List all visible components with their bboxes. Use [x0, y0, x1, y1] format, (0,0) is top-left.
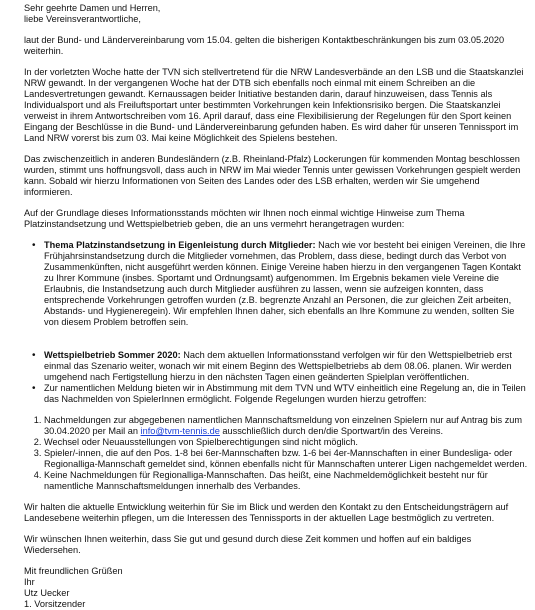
paragraph-wishes: Wir wünschen Ihnen weiterhin, dass Sie gut und gesund durch diese Zeit kommen und hoffen auf ein baldiges Wiedersehen.: [24, 534, 472, 555]
regulation-item: [44, 415, 529, 437]
closing-line: Mit freundlichen Grüßen: [24, 566, 123, 576]
regulation-item: 2. Wechsel oder Neuausstellungen von Spielberechtigungen sind nicht möglich.: [44, 437, 529, 448]
regulation-text: Nachmeldungen zur abgegebenen namentlichen Mannschaftsmeldung von einzelnen Spielern nur auf Antrag bis zum 30.04.2020 per Mail an: [44, 415, 523, 436]
salutation-line: liebe Vereinsverantwortliche,: [24, 14, 141, 24]
bullet-title: Thema Platzinstandsetzung in Eigenleistung durch Mitglieder:: [44, 240, 316, 250]
notes-list-court-maintenance: [24, 240, 529, 328]
paragraph-contact-restrictions: laut der Bund- und Ländervereinbarung vom 15.04. gelten die bisherigen Kontaktbeschränkungen bis zum 03.05.2020 weiterhin.: [24, 35, 505, 56]
regulation-text: ausschließlich durch den/die Sportwart/in des Vereins.: [219, 426, 444, 436]
paragraph-intro-notes: Auf der Grundlage dieses Informationsstands möchten wir Ihnen noch einmal wichtige Hinweise zum Thema Platzinstandsetzung und Wettspielbetrieb geben, die an uns vermehrt herangetragen wurden:: [24, 208, 465, 229]
list-item: [44, 240, 529, 328]
paragraph-outlook: Wir halten die aktuelle Entwicklung weiterhin für Sie im Blick und werden den Kontakt zu den Entscheidungsträgern auf Landesebene weiterhin pflegen, um die Interessen des Tennissports in der aktuellen Lage bestmöglich zu vertreten.: [24, 502, 509, 523]
regulation-item: 3. Spieler/-innen, die auf den Pos. 1-8 bei 6er-Mannschaften bzw. 1-6 bei 4er-Mannschaften in einer Bundesliga- oder Regionalliga-Mannschaft gemeldet sind, können ebenfalls nicht für Mannschaften unterer Ligen nachgemeldet werden.: [44, 448, 529, 470]
salutation-line: Sehr geehrte Damen und Herren,: [24, 3, 161, 13]
signer-role: 1. Vorsitzender: [24, 599, 86, 609]
regulations-list: [24, 415, 529, 492]
email-link[interactable]: info@tvm-tennis.de: [140, 426, 220, 436]
paragraph-other-states: Das zwischenzeitlich in anderen Bundesländern (z.B. Rheinland-Pfalz) Lockerungen für kommenden Montag beschlossen wurden, stimmt uns hoffnungsvoll, dass auch in NRW im Mai wieder Tennis unter gewissen Vorkehrungen gespielt werden kann. Sobald wir hierzu Informationen von Seiten des Landes oder des LSB erhalten, werden wir Sie umgehend informieren.: [24, 154, 521, 197]
signature-block: [24, 566, 529, 610]
regulation-item: 4. Keine Nachmeldungen für Regionalliga-Mannschaften. Das heißt, eine Nachmeldemöglichkeit besteht nur für namentliche Mannschaftsmeldungen innerhalb des Verbandes.: [44, 470, 529, 492]
paragraph-initiatives: In der vorletzten Woche hatte der TVN sich stellvertretend für die NRW Landesverbände an den LSB und die Staatskanzlei NRW gewandt. In der vergangenen Woche hat der DTB sich ebenfalls noch einmal mit einem Schreiben an die Landesvertretungen gewandt. Kernaussagen beider Initiative bestanden darin, darauf hinzuweisen, dass Tennis als Individualsport und als Freiluftsportart unter bestimmten Vorkehrungen kein Infektionsrisiko bergen. Die Staatskanzlei verweist in ihrem Antwortschreiben vom 16. April darauf, dass eine Flexibilisierung der Regelungen für den Sport keinen Eingang der Beschlüsse in die Bund- und Ländervereinbarung gefunden haben. Es wird daher für unseren Tennissport im Land NRW vorerst bis zum 03. Mai keine Möglichkeit des Spielens bestehen.: [24, 67, 524, 143]
list-item: [44, 350, 529, 383]
bullet-text: Nach wie vor besteht bei einigen Vereinen, die Ihre Frühjahrsinstandsetzung durch die Mitglieder vornehmen, das Problem, dass diese, bedingt durch das Verbot von Zusammenkünften, nicht ausgeführt werden können. Einige Vereine haben hierzu in den vergangenen Tagen Kontakt zu Ihrer Kommune (insbes. Sportamt und Ordnungsamt) aufgenommen. Im Ergebnis bekamen viele Vereine die Erlaubnis, die Instandsetzung auch durch Mitglieder ausführen zu lassen, wenn sie aufzeigen konnten, dass entsprechende Vorkehrungen getroffen wurden (z.B. begrenzte Anzahl an Personen, die zur gleichen Zeit arbeiten, Abstands- und Hygieneregein). Wir empfehlen Ihnen daher, sich ebenfalls an Ihre Kommune zu wenden, sollten Sie von diesem Problem betroffen sein.: [44, 240, 526, 327]
closing-line: Ihr: [24, 577, 35, 587]
bullet-text: Nach dem aktuellen Informationsstand verfolgen wir für den Wettspielbetrieb erst einmal das Szenario weiter, wonach wir mit einem Beginn des Wettspielbetriebs ab dem 08.06. planen. Wir werden umgehend nach Fertigstellung hierzu in den nächsten Tagen einen geänderten Spielplan veröffentlichen.: [44, 350, 512, 382]
list-item: [44, 383, 529, 405]
notes-list-match-play: [24, 350, 529, 405]
salutation: [24, 3, 529, 25]
bullet-text: Zur namentlichen Meldung bieten wir in Abstimmung mit dem TVN und WTV einheitlich eine Regelung an, die in Teilen das Nachmelden von SpielerInnen ermöglicht. Folgende Regelungen wurden hierzu getroffen:: [44, 383, 526, 404]
bullet-title: Wettspielbetrieb Sommer 2020:: [44, 350, 181, 360]
signer-name: Utz Uecker: [24, 588, 70, 598]
